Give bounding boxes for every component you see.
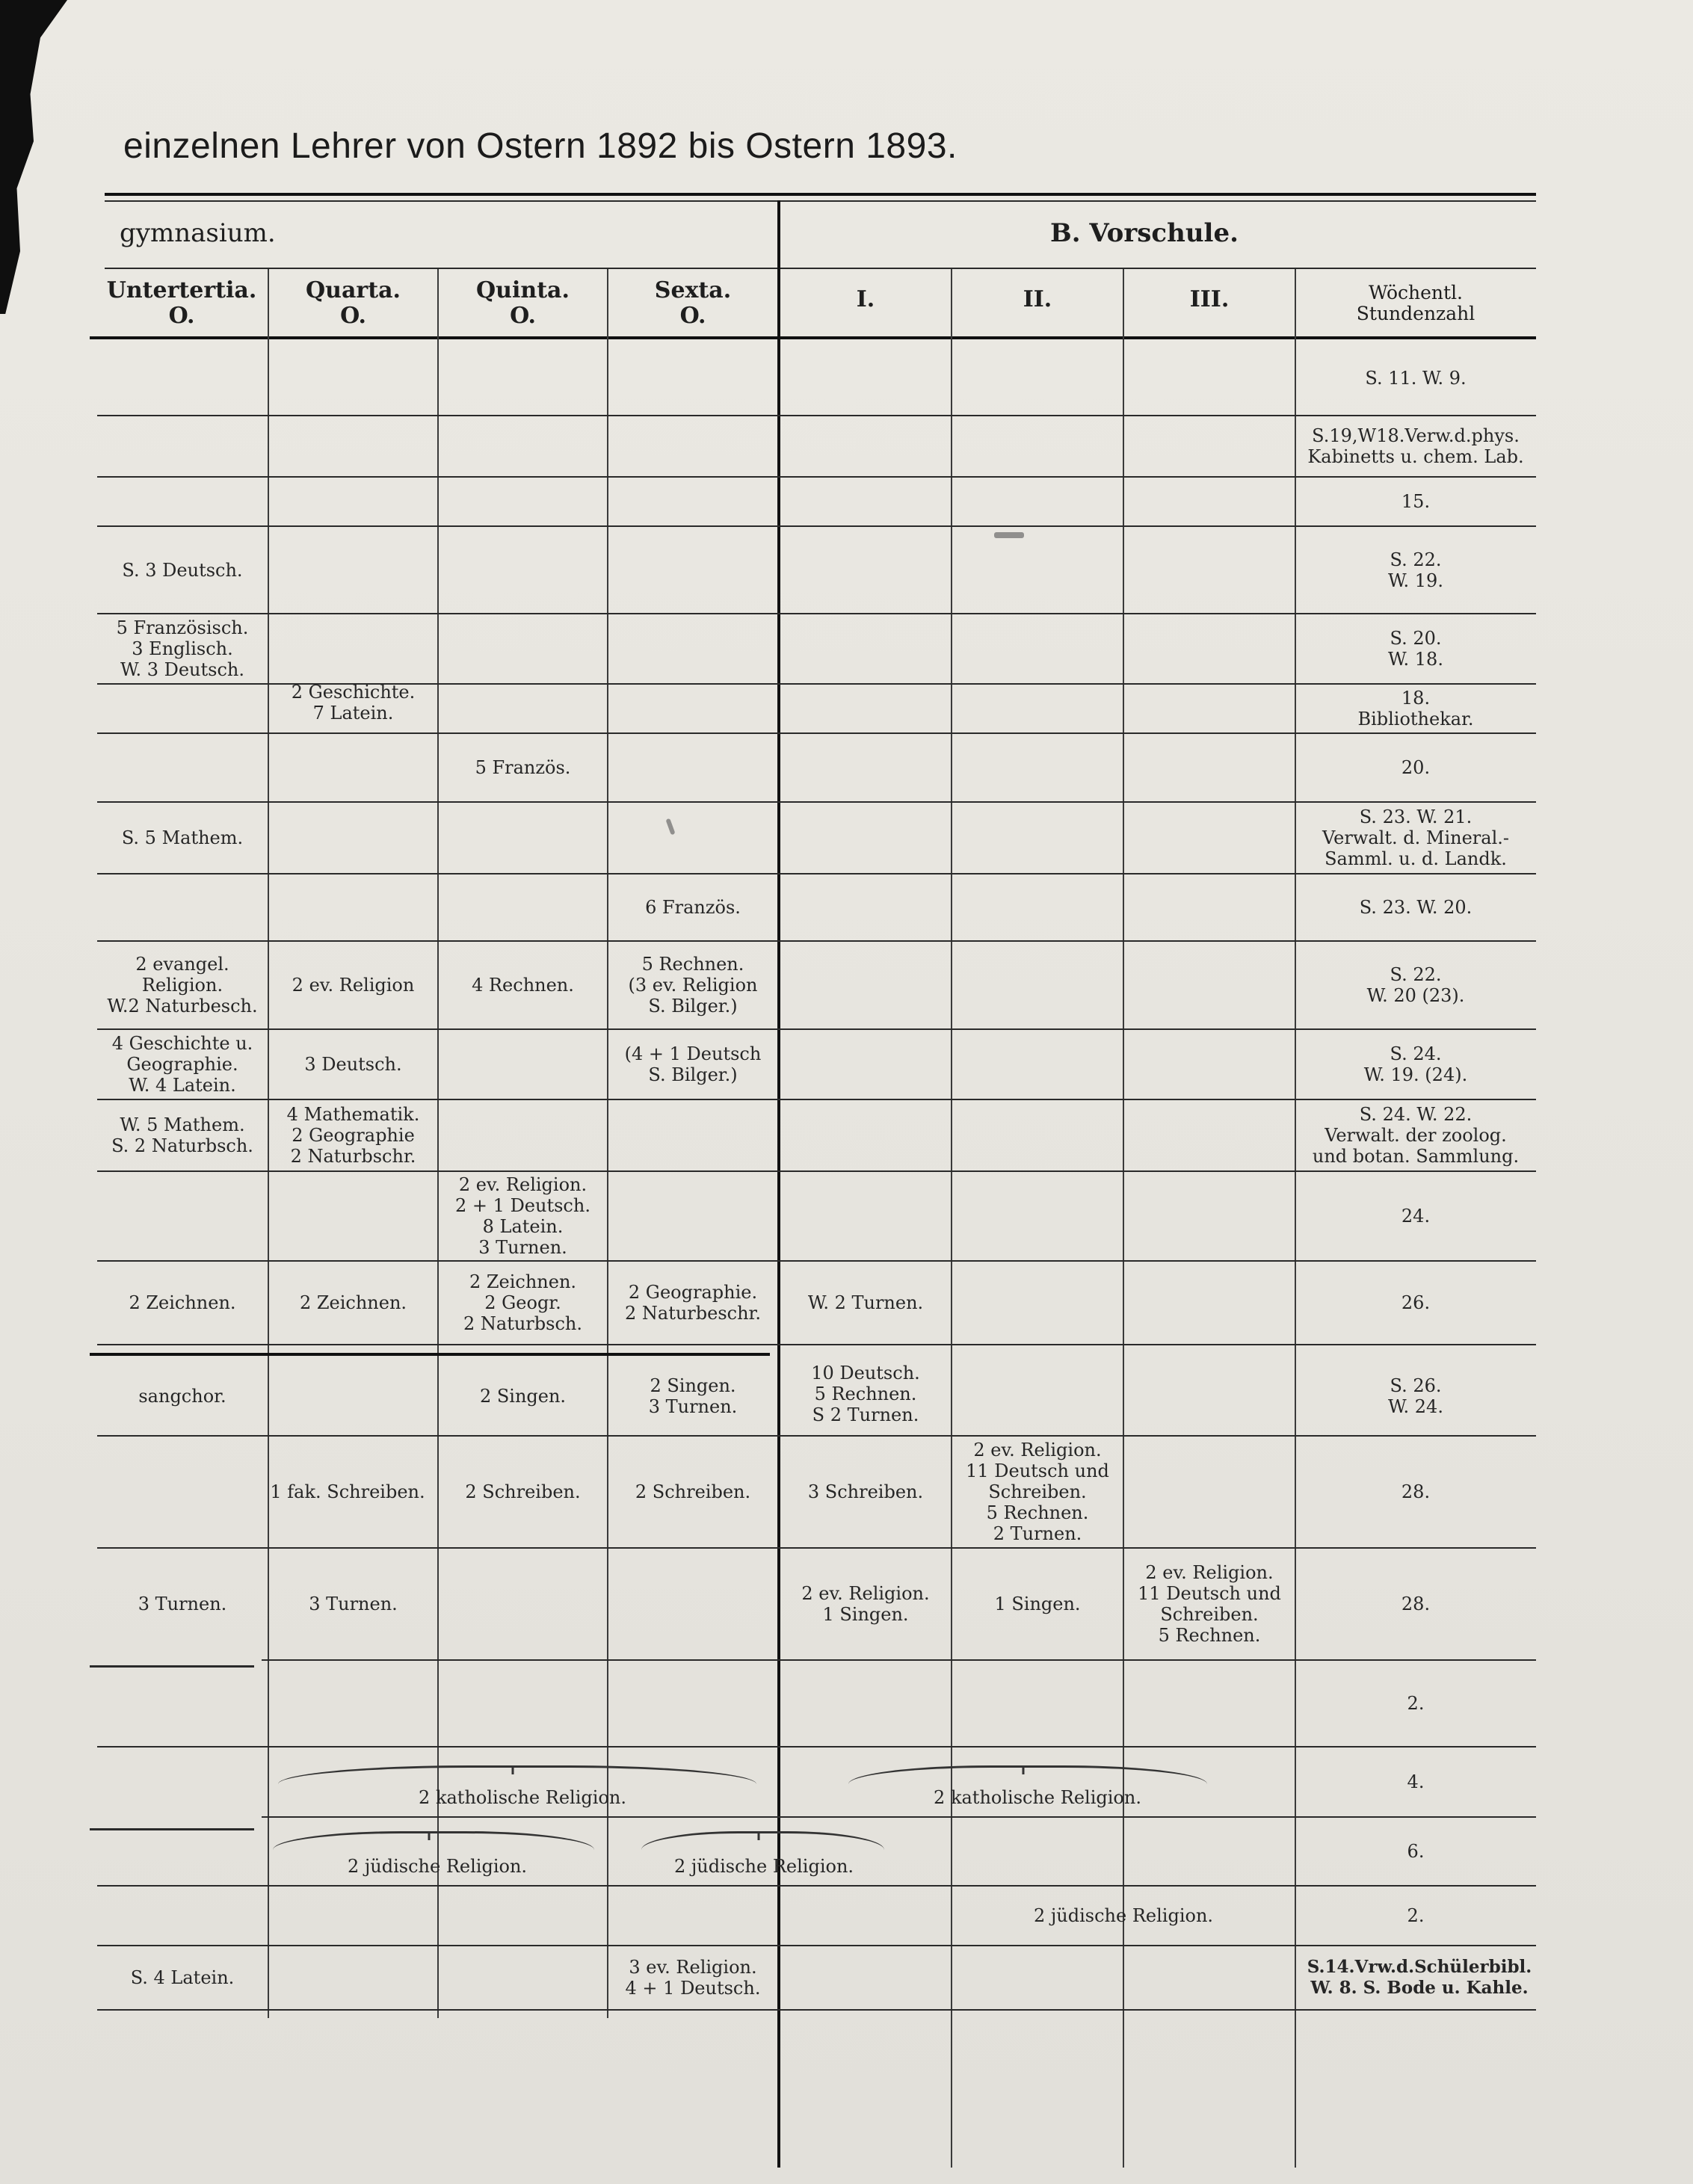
cell-sexta: 2 Geographie. 2 Naturbeschr.	[624, 1282, 762, 1324]
cell-sexta: 2 Singen. 3 Turnen.	[648, 1375, 738, 1417]
header-quinta: Quinta. O.	[476, 277, 570, 329]
cell-hours: 26.	[1401, 1292, 1431, 1313]
cell-sexta: 2 Schreiben.	[635, 1481, 751, 1502]
section-rule	[105, 268, 1536, 269]
row-line	[97, 1344, 1536, 1345]
header-untertertia: Untertertia. O.	[106, 277, 257, 329]
header-vorschule-2: II.	[1023, 286, 1052, 312]
section-gymnasium: gymnasium.	[120, 218, 276, 248]
cell-span-vorschule: 2 katholische Religion.	[934, 1787, 1141, 1808]
torn-page-edge	[0, 0, 67, 314]
cell-untertertia: sangchor.	[138, 1386, 226, 1407]
header-vorschule-1: I.	[856, 286, 875, 312]
header-rule	[90, 336, 1536, 339]
cell-sexta: 6 Französ.	[645, 897, 741, 918]
row-line	[97, 2009, 1536, 2011]
cell-hours: S.19,W18.Verw.d.phys. Kabinetts u. chem. Lab.	[1307, 425, 1524, 467]
header-sexta: Sexta. O.	[654, 277, 732, 329]
cell-hours: 18. Bibliothekar.	[1357, 688, 1474, 729]
cell-hours: 15.	[1401, 491, 1431, 512]
cell-span-gymnasium: 2 katholische Religion.	[419, 1787, 626, 1808]
cell-vorschule-2: 1 Singen.	[994, 1594, 1081, 1614]
cell-quarta: 2 ev. Religion	[292, 975, 415, 996]
cell-untertertia: 3 Turnen.	[138, 1594, 227, 1614]
cell-hours: 6.	[1407, 1841, 1425, 1862]
header-hours: Wöchentl. Stundenzahl	[1356, 282, 1475, 324]
cell-quinta: 4 Rechnen.	[472, 975, 574, 996]
cell-hours: S. 22. W. 20 (23).	[1366, 964, 1465, 1006]
cell-hours: S. 11. W. 9.	[1365, 368, 1467, 389]
cell-hours: S. 20. W. 18.	[1388, 628, 1443, 670]
ink-smudge	[994, 532, 1024, 538]
cell-quinta: 2 Singen.	[479, 1386, 567, 1407]
col-line	[437, 269, 439, 2018]
cell-hours: S. 24. W. 22. Verwalt. der zoolog. und botan. Sammlung.	[1312, 1104, 1520, 1167]
cell-span-gymnasium: 2 jüdische Religion.	[347, 1856, 528, 1877]
cell-untertertia: S. 3 Deutsch.	[122, 559, 243, 581]
cell-quarta: 3 Turnen.	[309, 1594, 398, 1614]
cell-hours: 28.	[1401, 1481, 1431, 1502]
cell-sexta: (4 + 1 Deutsch S. Bilger.)	[624, 1043, 762, 1085]
header-vorschule-3: III.	[1189, 286, 1230, 312]
cell-untertertia: 2 evangel. Religion. W.2 Naturbesch.	[107, 954, 258, 1017]
col-line	[951, 269, 952, 2168]
cell-hours: 24.	[1401, 1206, 1431, 1227]
header-quarta: Quarta. O.	[306, 277, 401, 329]
cell-vorschule-1: 3 Schreiben.	[807, 1481, 924, 1502]
cell-untertertia: W. 5 Mathem. S. 2 Naturbsch.	[111, 1114, 253, 1156]
cell-quinta: 2 ev. Religion. 2 + 1 Deutsch. 8 Latein. 3 Turnen.	[455, 1174, 590, 1258]
short-rule	[90, 1828, 254, 1830]
cell-vorschule-1: 2 ev. Religion. 1 Singen.	[801, 1583, 930, 1625]
cell-untertertia: 2 Zeichnen.	[129, 1292, 236, 1313]
cell-hours: S.14.Vrw.d.Schülerbibl. W. 8. S. Bode u. Kahle.	[1307, 1957, 1532, 1998]
cell-untertertia: 4 Geschichte u. Geographie. W. 4 Latein.	[111, 1033, 253, 1096]
cell-sexta: 3 ev. Religion. 4 + 1 Deutsch.	[625, 1957, 761, 1999]
col-line	[1123, 269, 1124, 2168]
cell-span-vorschule: 2 jüdische Religion.	[1033, 1905, 1214, 1926]
cell-untertertia: 5 Französisch. 3 Englisch. W. 3 Deutsch.	[116, 617, 249, 680]
cell-hours: S. 23. W. 21. Verwalt. d. Mineral.- Samml. u. d. Landk.	[1322, 806, 1509, 869]
short-rule	[90, 1665, 254, 1668]
section-vorschule: B. Vorschule.	[1050, 218, 1239, 248]
cell-span-sexta: 2 jüdische Religion.	[673, 1856, 854, 1877]
cell-quarta: 2 Zeichnen.	[299, 1292, 407, 1313]
gym-divider	[90, 1353, 770, 1356]
cell-hours: S. 22. W. 19.	[1388, 549, 1443, 591]
cell-quarta: 3 Deutsch.	[304, 1054, 402, 1075]
cell-hours: S. 26. W. 24.	[1388, 1375, 1443, 1417]
cell-hours: S. 23. W. 20.	[1359, 897, 1472, 918]
cell-hours: 2.	[1407, 1905, 1425, 1926]
cell-untertertia: S. 4 Latein.	[130, 1967, 235, 1988]
top-rule-thin	[105, 200, 1536, 202]
cell-hours: 20.	[1401, 757, 1431, 778]
cell-quarta: 1 fak. Schreiben.	[270, 1481, 425, 1502]
cell-hours: 2.	[1407, 1693, 1425, 1714]
cell-quinta: 2 Schreiben.	[465, 1481, 581, 1502]
cell-quinta: 2 Zeichnen. 2 Geogr. 2 Naturbsch.	[463, 1271, 582, 1334]
cell-hours: 28.	[1401, 1594, 1431, 1614]
top-rule	[105, 193, 1536, 196]
cell-quarta: 2 Geschichte. 7 Latein.	[291, 682, 416, 724]
col-line	[607, 269, 608, 2018]
ink-smudge	[665, 818, 675, 836]
cell-vorschule-1: 10 Deutsch. 5 Rechnen. S 2 Turnen.	[811, 1363, 920, 1425]
cell-vorschule-2: 2 ev. Religion. 11 Deutsch und Schreiben. 5 Rechnen. 2 Turnen.	[966, 1440, 1109, 1544]
cell-sexta: 5 Rechnen. (3 ev. Religion S. Bilger.)	[628, 954, 758, 1017]
page-title: einzelnen Lehrer von Ostern 1892 bis Ostern 1893.	[123, 126, 957, 166]
cell-hours: 4.	[1407, 1771, 1425, 1792]
cell-hours: S. 24. W. 19. (24).	[1363, 1043, 1468, 1085]
cell-quinta: 5 Französ.	[475, 757, 571, 778]
cell-quarta: 4 Mathematik. 2 Geographie 2 Naturbschr.	[286, 1104, 420, 1167]
cell-vorschule-1: W. 2 Turnen.	[807, 1292, 924, 1313]
cell-untertertia: S. 5 Mathem.	[121, 827, 244, 848]
cell-vorschule-3: 2 ev. Religion. 11 Deutsch und Schreiben. 5 Rechnen.	[1138, 1562, 1281, 1646]
